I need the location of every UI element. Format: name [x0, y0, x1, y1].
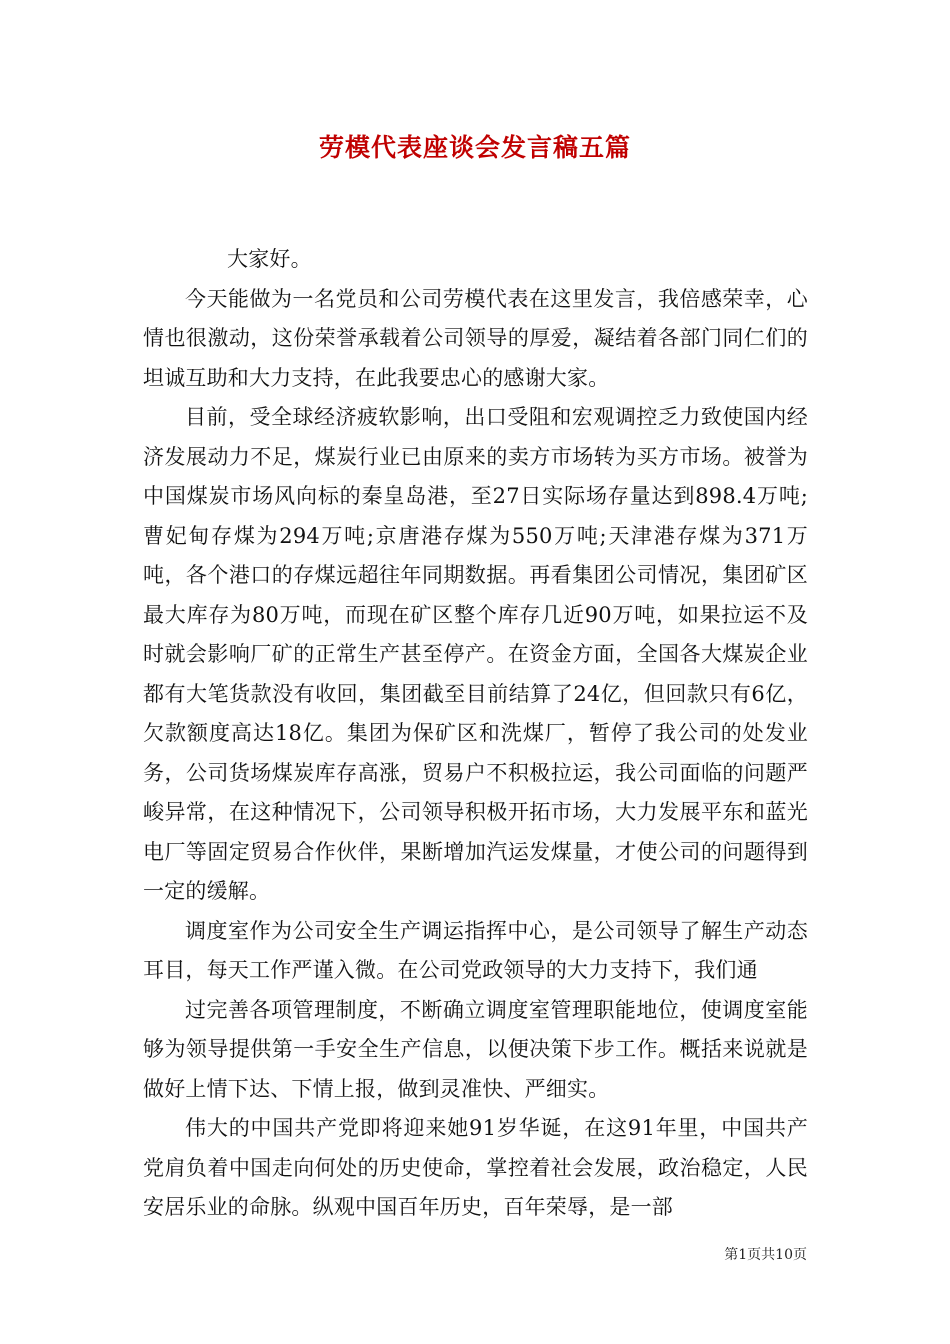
paragraph: 过完善各项管理制度，不断确立调度室管理职能地位，使调度室能够为领导提供第一手安全生产信息，以便决策下步工作。概括来说就是做好上情下达、下情上报，做到灵准快、严细实。 — [143, 997, 808, 1101]
paragraph-greeting: 大家好。 — [227, 247, 312, 271]
paragraph: 目前，受全球经济疲软影响，出口受阻和宏观调控乏力致使国内经济发展动力不足，煤炭行业已由原来的卖方市场转为买方市场。被誉为中国煤炭市场风向标的秦皇岛港，至27日实际场存量达到898.4万吨;曹妃甸存煤为294万吨;京唐港存煤为550万吨;天津港存煤为371万吨，各个港口的存煤远超往年同期数据。再看集团公司情况，集团矿区最大库存为80万吨，而现在矿区整个库存几近90万吨，如果拉运不及时就会影响厂矿的正常生产甚至停产。在资金方面，全国各大煤炭企业都有大笔货款没有收回，集团截至目前结算了24亿，但回款只有6亿，欠款额度高达18亿。集团为保矿区和洗煤厂，暂停了我公司的处发业务，公司货场煤炭库存高涨，贸易户不积极拉运，我公司面临的问题严峻异常，在这种情况下，公司领导积极开拓市场，大力发展平东和蓝光电厂等固定贸易合作伙伴，果断增加汽运发煤量，才使公司的问题得到一定的缓解。 — [143, 405, 808, 903]
document-body — [143, 240, 808, 1228]
document-title: 劳模代表座谈会发言稿五篇 — [318, 133, 631, 162]
paragraph: 调度室作为公司安全生产调运指挥中心，是公司领导了解生产动态耳目，每天工作严谨入微。在公司党政领导的大力支持下，我们通 — [143, 918, 808, 982]
paragraph: 今天能做为一名党员和公司劳模代表在这里发言，我倍感荣幸，心情也很激动，这份荣誉承载着公司领导的厚爱，凝结着各部门同仁们的坦诚互助和大力支持，在此我要忠心的感谢大家。 — [143, 286, 808, 390]
page-number: 第1页共10页 — [724, 1247, 807, 1263]
paragraph: 伟大的中国共产党即将迎来她91岁华诞，在这91年里，中国共产党肩负着中国走向何处的历史使命，掌控着社会发展，政治稳定，人民安居乐业的命脉。纵观中国百年历史，百年荣辱，是一部 — [143, 1116, 808, 1219]
